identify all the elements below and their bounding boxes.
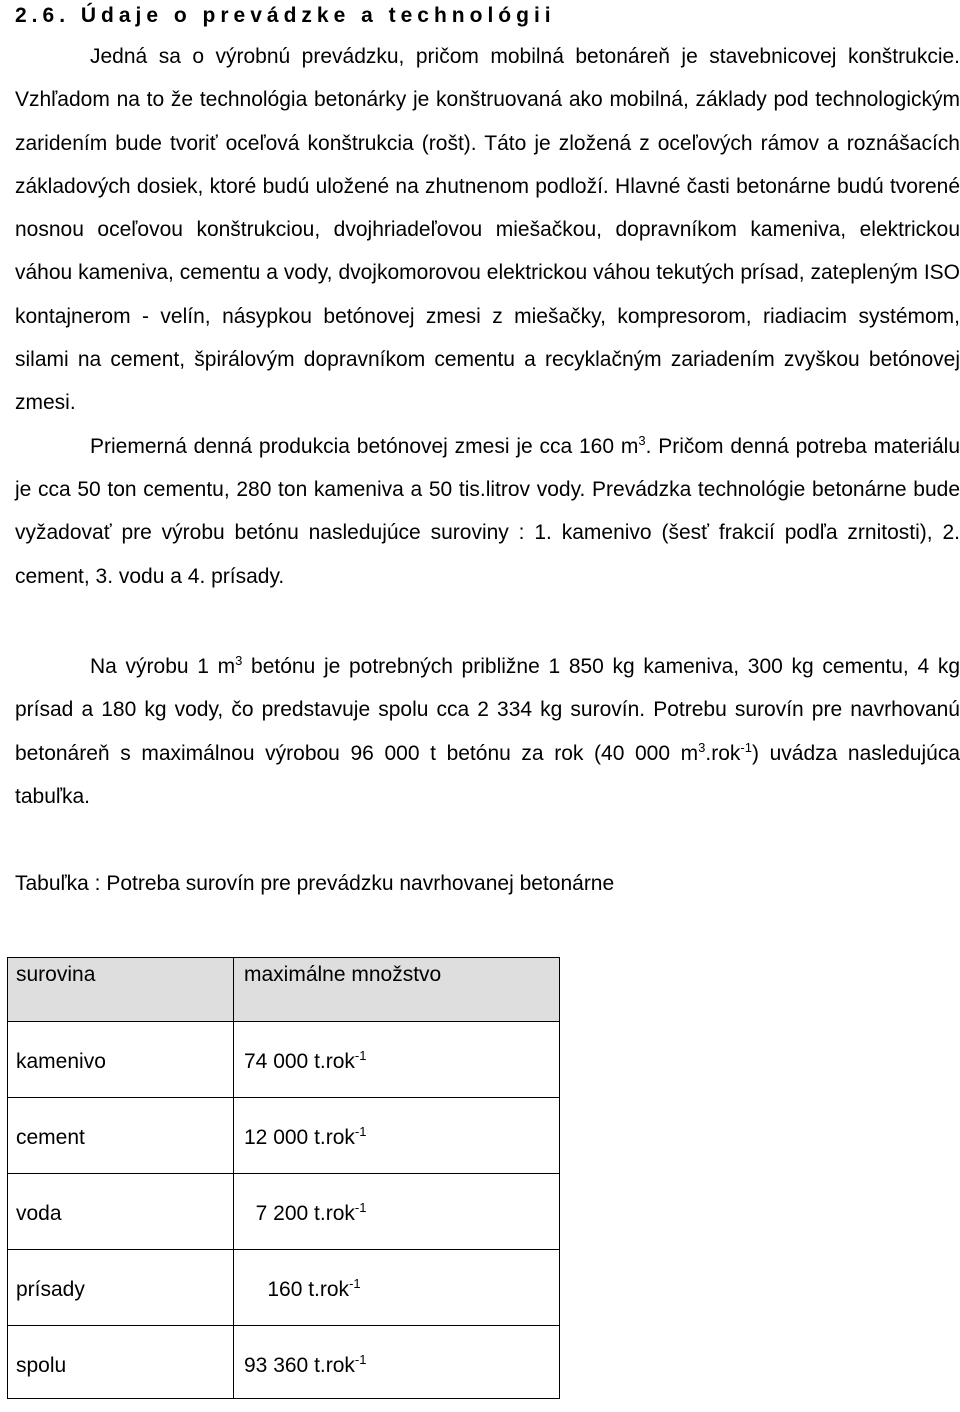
section-heading: 2.6. Údaje o prevádzke a technológii: [15, 4, 556, 27]
paragraph-2: [15, 425, 960, 598]
superscript-cubic: 3: [235, 653, 243, 668]
superscript-cubic: 3: [698, 739, 706, 755]
table-caption: Tabuľka : Potreba surovín pre prevádzku navrhovanej betonárne: [15, 872, 615, 895]
body-text-lower: [15, 645, 960, 818]
superscript-cubic: 3: [638, 432, 646, 448]
superscript-per-year: -1: [740, 739, 752, 755]
amount-exponent: -1: [354, 1200, 367, 1215]
amount-cell: [234, 1326, 560, 1399]
amount-cell: [234, 1174, 560, 1250]
table-row: [8, 1250, 560, 1326]
amount-exponent: -1: [354, 1048, 367, 1063]
header-material: surovina: [8, 958, 234, 1022]
amount-value: 7 200 t.rok: [244, 1202, 355, 1225]
paragraph-3-text-a: Na výrobu 1 m: [90, 655, 236, 678]
material-cell: kamenivo: [8, 1022, 234, 1098]
amount-exponent: -1: [354, 1124, 367, 1139]
amount-cell: [234, 1098, 560, 1174]
amount-value: 74 000 t.rok: [244, 1050, 355, 1073]
paragraph-3: [15, 645, 960, 818]
amount-cell: [234, 1250, 560, 1326]
table-row: [8, 1098, 560, 1174]
amount-value: 160 t.rok: [244, 1278, 350, 1301]
body-text-upper: [15, 35, 960, 598]
amount-exponent: -1: [349, 1276, 361, 1291]
header-max-amount: maximálne množstvo: [234, 958, 560, 1022]
amount-value: 93 360 t.rok: [244, 1354, 355, 1377]
material-cell: spolu: [8, 1326, 234, 1399]
amount-value: 12 000 t.rok: [244, 1126, 355, 1149]
table-row: [8, 1326, 560, 1399]
paragraph-3-text-c: .rok: [705, 741, 741, 765]
table-row: [8, 1022, 560, 1098]
amount-cell: [234, 1022, 560, 1098]
material-cell: prísady: [8, 1250, 234, 1326]
amount-exponent: -1: [354, 1352, 367, 1367]
material-cell: voda: [8, 1174, 234, 1250]
table-row: [8, 1174, 560, 1250]
paragraph-2-text-b: . Pričom denná potreba materiálu je cca 50 ton cementu, 280 ton kameniva a 50 tis.litrov vody. Prevádzka technológie betonárne bude vyžadovať pre výrobu betónu nasledujúce suroviny : 1. kamenivo (šesť frakcií podľa zrnitosti), 2. cement, 3. vodu a 4. prísady.: [15, 434, 960, 588]
paragraph-1: Jedná sa o výrobnú prevádzku, pričom mobilná betonáreň je stavebnicovej konštrukcie. Vzhľadom na to že technológia betonárky je konštruovaná ako mobilná, základy pod technologickým zaridením bude tvoriť oceľová konštrukcia (rošt). Táto je zložená z oceľových rámov a roznášacích základových dosiek, ktoré budú uložené na zhutnenom podloží. Hlavné časti betonárne budú tvorené nosnou oceľovou konštrukciou, dvojhriadeľovou miešačkou, dopravníkom kameniva, elektrickou váhou kameniva, cementu a vody, dvojkomorovou elektrickou váhou tekutých prísad, zatepleným ISO kontajnerom - velín, násypkou betónovej zmesi z miešačky, kompresorom, riadiacim systémom, silami na cement, špirálovým dopravníkom cementu a recyklačným zariadením zvyškou betónovej zmesi.: [15, 45, 960, 415]
paragraph-3-text-b: betónu je potrebných približne 1 850 kg kameniva, 300 kg cementu, 4 kg prísad a 180 kg vody, čo predstavuje spolu cca 2 334 kg surovín. Potrebu surovín pre navrhovanú betonáreň s maximálnou výrobou 96 000 t betónu za rok (40 000 m: [15, 655, 960, 765]
table-header-row: [8, 958, 560, 1022]
paragraph-2-text-a: Priemerná denná produkcia betónovej zmesi je cca 160 m: [90, 434, 639, 458]
paragraph-3-text-d: ) uvádza nasledujúca tabuľka.: [15, 741, 960, 808]
raw-materials-table: [7, 957, 560, 1399]
material-cell: cement: [8, 1098, 234, 1174]
